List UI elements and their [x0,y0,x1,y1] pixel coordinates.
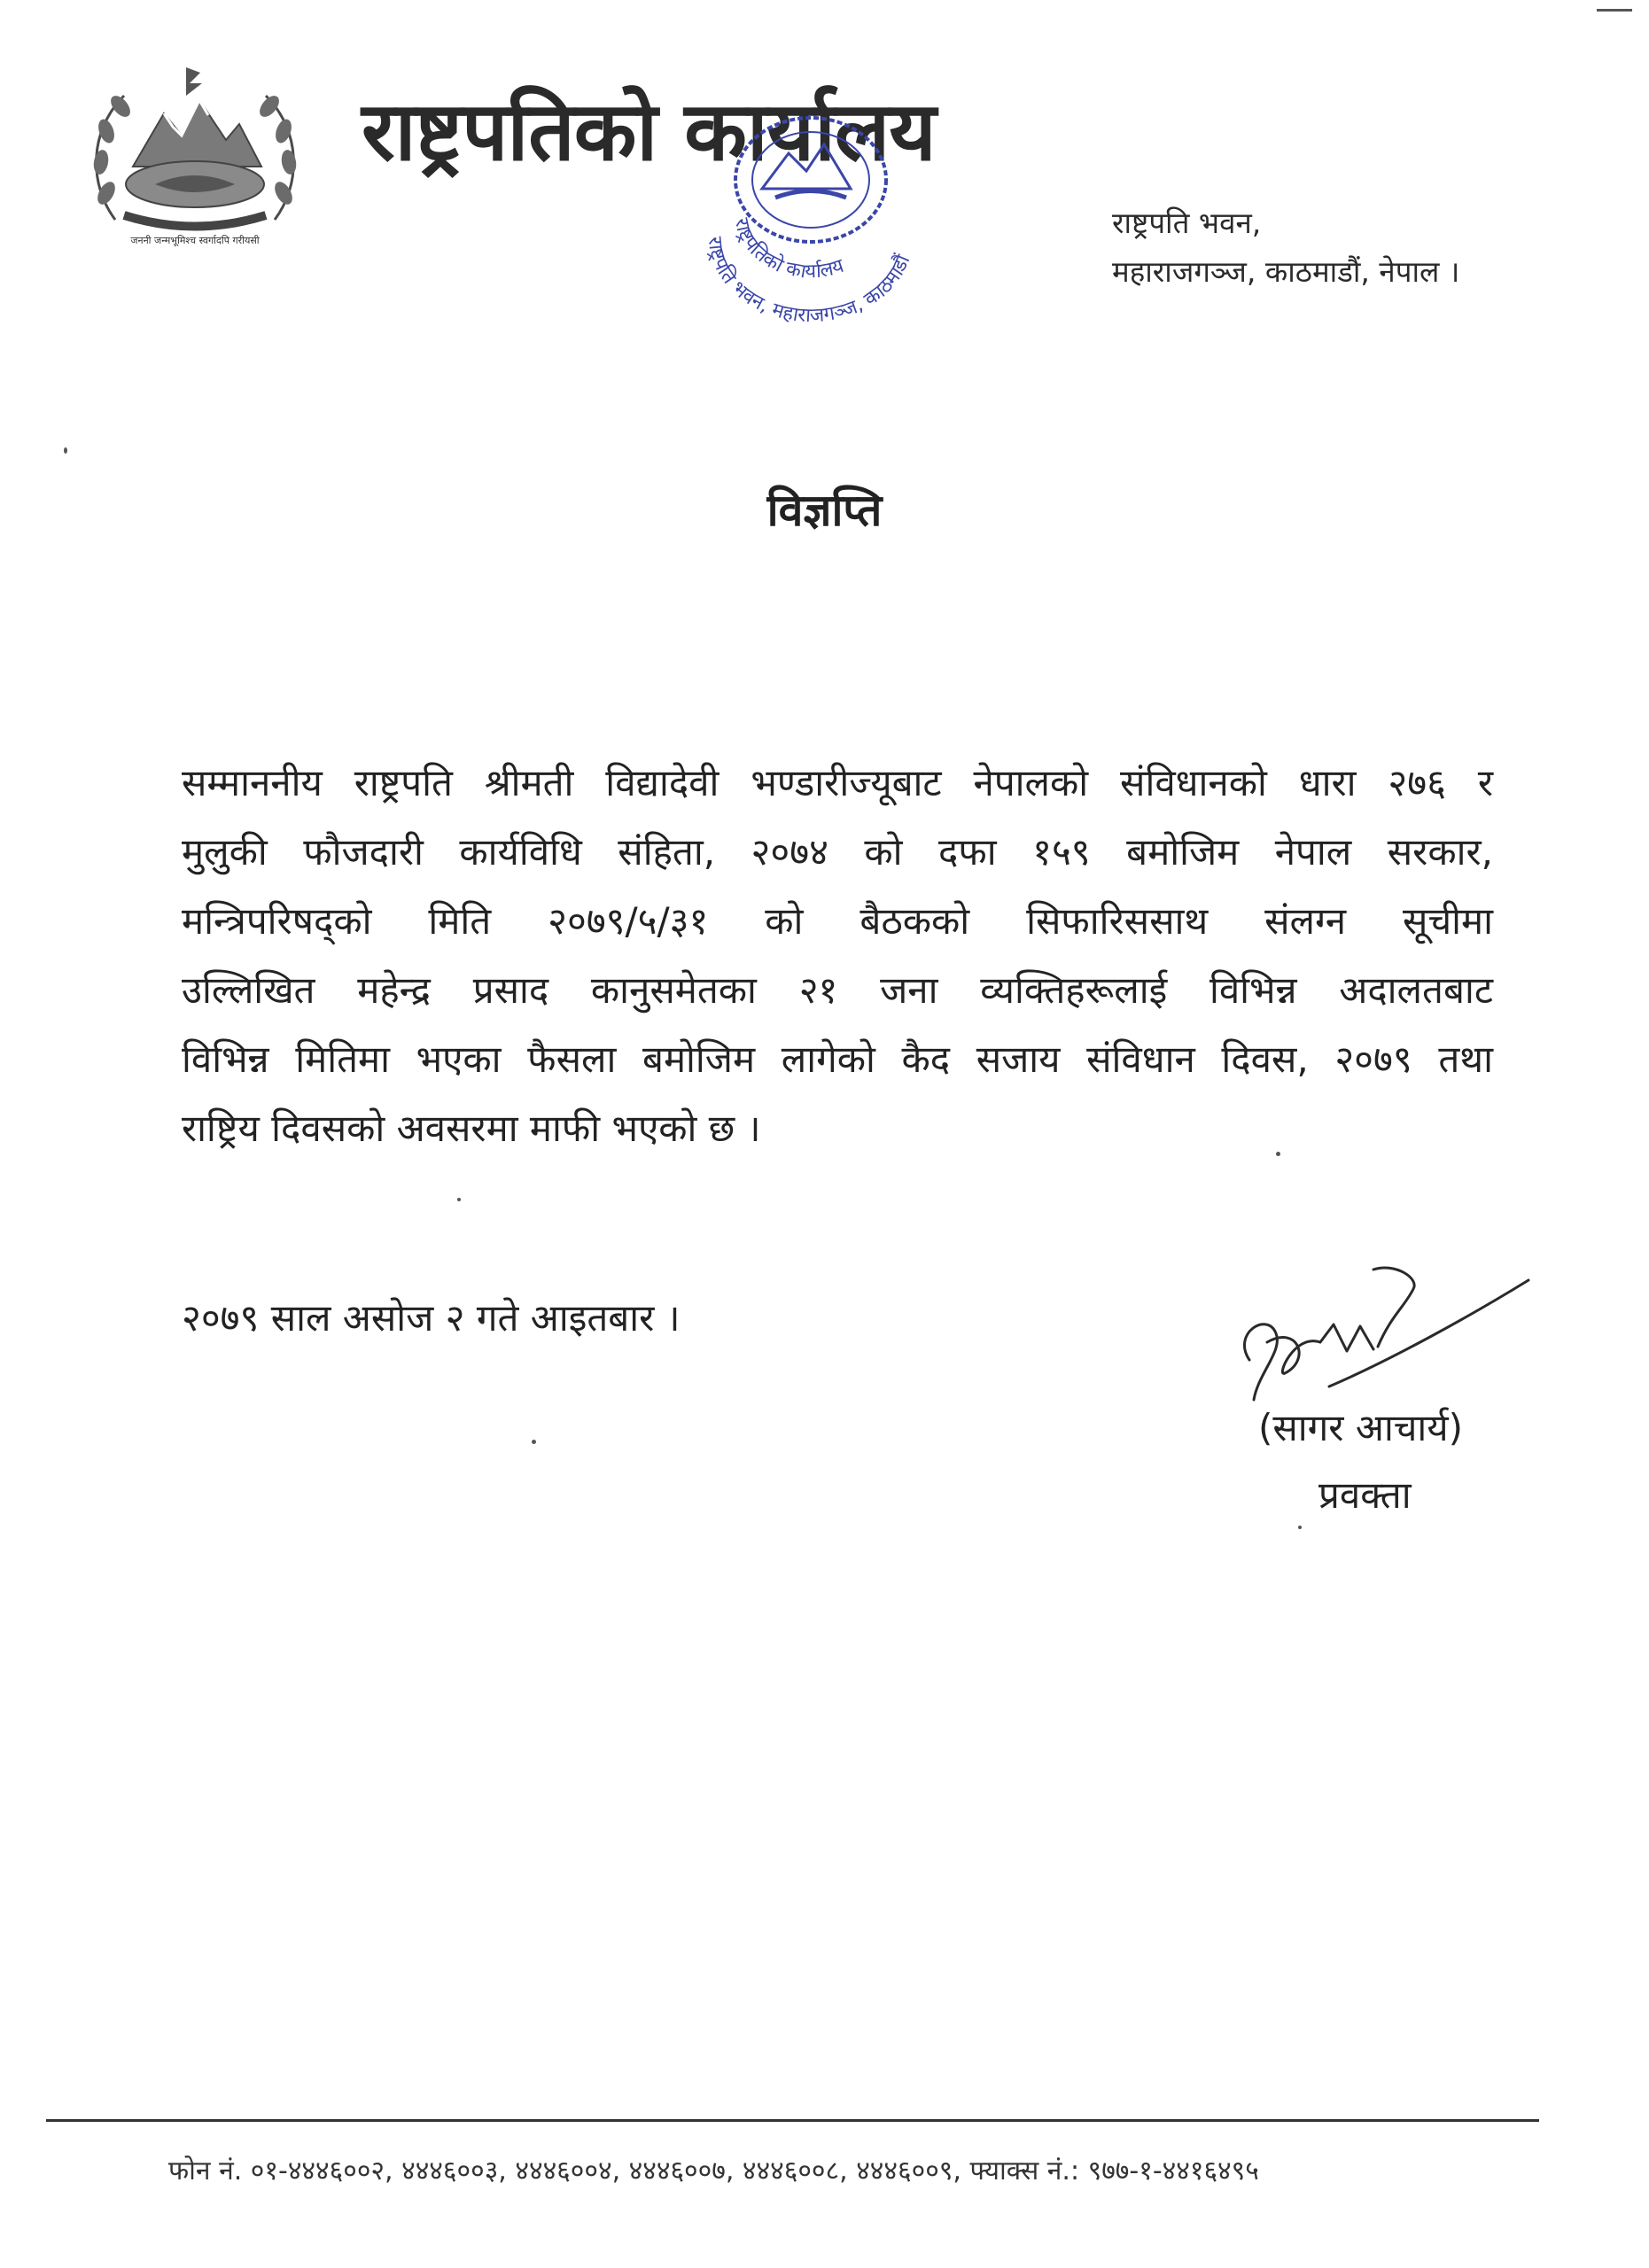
signatory-name: (सागर आचार्य) [1258,1406,1464,1449]
scan-speck [457,1198,461,1201]
notice-title: विज्ञप्ति [766,485,883,536]
scan-speck [1276,1152,1280,1156]
signature [1214,1227,1542,1431]
body-line: उल्लिखित महेन्द्र प्रसाद कानुसमेतका २१ जना व्यक्तिहरूलाई विभिन्न अदालतबाट [182,968,1493,1012]
footer-contact: फोन नं. ०१-४४४६००२, ४४४६००३, ४४४६००४, ४४४६००७, ४४४६००८, ४४४६००९, फ्याक्स नं.: ९७७-१-४४१६४९५ [168,2155,1259,2186]
address-line-1: राष्ट्रपति भवन, [1112,206,1262,240]
body-line: राष्ट्रिय दिवसको अवसरमा माफी भएको छ । [182,1107,761,1150]
body-line: सम्माननीय राष्ट्रपति श्रीमती विद्यादेवी भण्डारीज्यूबाट नेपालको संविधानको धारा २७६ र [182,761,1493,804]
scan-speck [1597,9,1632,12]
address-line-2: महाराजगञ्ज, काठमाडौं, नेपाल । [1112,254,1460,289]
body-line: विभिन्न मितिमा भएका फैसला बमोजिम लागेको कैद सजाय संविधान दिवस, २०७९ तथा [182,1037,1493,1081]
scan-speck [532,1440,536,1444]
body-line: मन्त्रिपरिषद्को मिति २०७९/५/३१ को बैठकको सिफारिससाथ संलग्न सूचीमा [182,899,1493,943]
scan-speck [64,447,67,454]
footer-divider [46,2119,1539,2122]
svg-text:राष्ट्रपति भवन, महाराजगञ्ज, का: राष्ट्रपति भवन, महाराजगञ्ज, काठमाडौं [703,236,915,326]
signatory-role: प्रवक्ता [1318,1473,1412,1517]
body-line: मुलुकी फौजदारी कार्यविधि संहिता, २०७४ को दफा १५९ बमोजिम नेपाल सरकार, [182,830,1493,874]
notice-date: २०७९ साल असोज २ गते आइतबार । [182,1296,681,1340]
svg-text:राष्ट्रपतिको कार्यालय: राष्ट्रपतिको कार्यालय [729,215,847,284]
office-stamp [673,105,939,326]
svg-text:जननी जन्मभूमिश्च स्वर्गादपि गर: जननी जन्मभूमिश्च स्वर्गादपि गरीयसी [130,235,260,246]
national-emblem-icon [80,60,310,251]
scan-speck [1298,1526,1302,1529]
notice-body [182,749,1493,1163]
office-name-heading: राष्ट्रपतिको कार्यालय [362,84,936,179]
